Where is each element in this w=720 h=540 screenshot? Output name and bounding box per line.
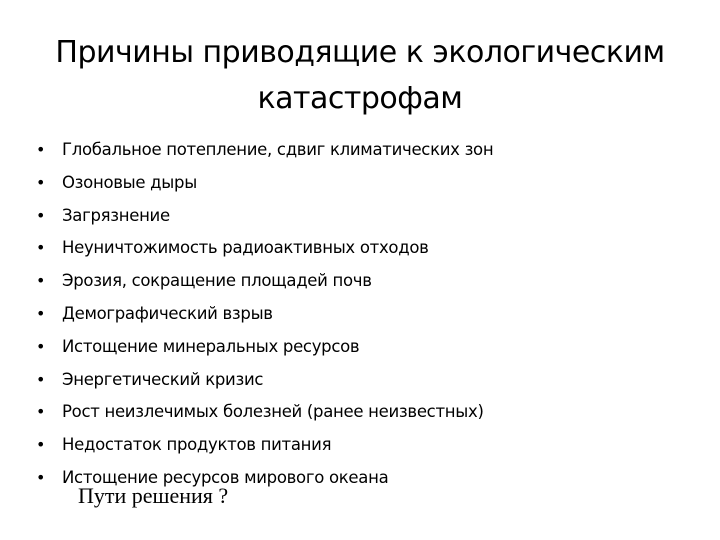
list-item [36, 265, 686, 298]
list-item-text: Озоновые дыры [62, 172, 197, 192]
list-item [36, 298, 686, 331]
bullet-icon: • [36, 238, 46, 258]
list-item [36, 167, 686, 200]
list-item-text: Неуничтожимость радиоактивных отходов [62, 238, 429, 258]
list-item [36, 429, 686, 462]
causes-list [36, 134, 686, 495]
bullet-icon: • [36, 336, 46, 356]
list-item-text: Истощение минеральных ресурсов [62, 336, 360, 356]
list-item [36, 200, 686, 233]
list-item-text: Рост неизлечимых болезней (ранее неизвестных) [62, 402, 484, 422]
solutions-question: Пути решения ? [78, 483, 229, 508]
list-item-text: Глобальное потепление, сдвиг климатических зон [62, 140, 494, 159]
bullet-icon: • [36, 467, 46, 487]
bullet-icon: • [36, 303, 46, 323]
list-item-text: Демографический взрыв [62, 303, 273, 323]
list-item-text: Энергетический кризис [62, 369, 264, 389]
list-item [36, 331, 686, 364]
bullet-icon: • [36, 435, 46, 455]
bullet-icon: • [36, 271, 46, 291]
bullet-icon: • [36, 140, 46, 159]
list-item-text: Истощение ресурсов мирового океана [62, 467, 389, 487]
list-item-text: Эрозия, сокращение площадей почв [62, 271, 372, 291]
list-item-text: Недостаток продуктов питания [62, 435, 332, 455]
slide-title: Причины приводящие к экологическим катастрофам [55, 35, 665, 116]
bullet-icon: • [36, 205, 46, 225]
list-item [36, 396, 686, 429]
list-item [36, 134, 686, 167]
bullet-icon: • [36, 172, 46, 192]
list-item [36, 364, 686, 397]
bullet-icon: • [36, 369, 46, 389]
list-item [36, 232, 686, 265]
bullet-icon: • [36, 402, 46, 422]
list-item-text: Загрязнение [62, 205, 170, 225]
